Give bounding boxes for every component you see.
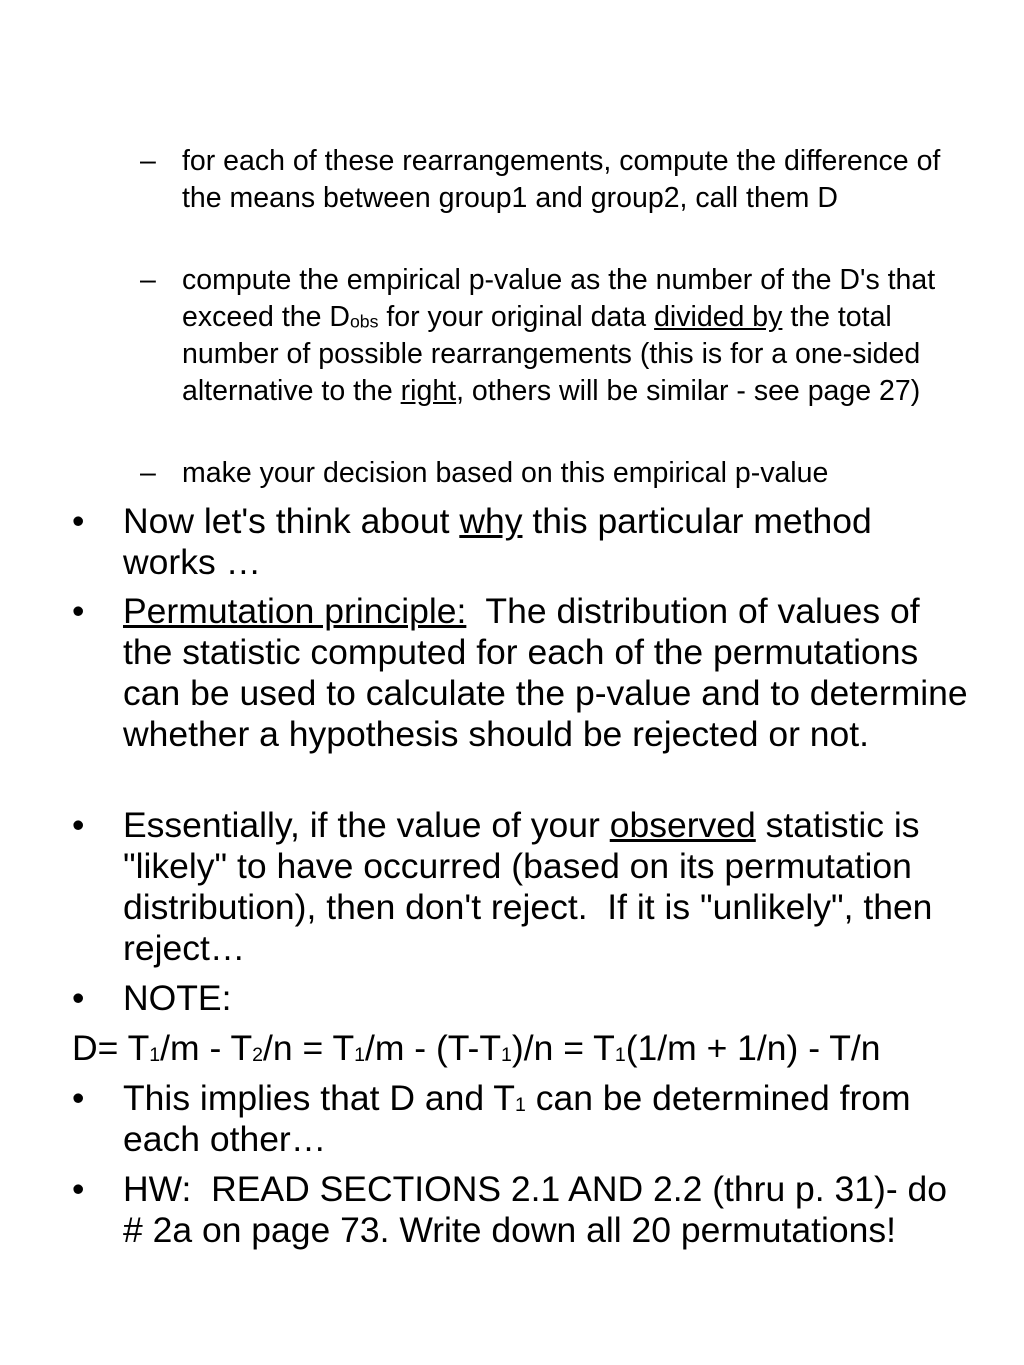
subscript-obs: obs [349,311,379,332]
underlined-permutation-principle: Permutation principle: [123,591,467,631]
equation-segment: /n = T [263,1028,355,1068]
bullet-text [123,501,972,583]
sub-item-text [182,262,970,410]
sub-item-empirical-p-value [140,262,970,410]
text-segment: The distribution of values of the statistic computed for each of the permutations can be used to calculate the p-value and to determine whether a hypothesis should be rejected or not. [123,591,978,754]
underlined-right: right [400,375,457,407]
equation-segment: D= T [72,1028,150,1068]
text-segment: compute the empirical p-value as the number of the D's that exceed the D [182,264,936,333]
sub-item-decision [140,455,970,492]
bullet-note [72,978,972,1019]
underlined-why: why [459,501,523,541]
equation-segment: (1/m + 1/n) - T/n [625,1028,881,1068]
equation-subscript: 1 [501,1043,512,1066]
bullet-essentially [72,805,972,969]
equation-segment: )/n = T [511,1028,615,1068]
bullet-marker: • [72,501,85,541]
sub-item-text: for each of these rearrangements, compute the difference of the means between group1 and group2, call them D [182,145,941,214]
bullet-marker: • [72,1078,85,1118]
text-segment: , others will be similar - see page 27) [456,375,921,407]
text-segment: statistic is "likely" to have occurred (based on its permutation distribution), then don't reject. If it is "unlikely", then reject… [123,805,943,968]
bullet-text: HW: READ SECTIONS 2.1 AND 2.2 (thru p. 31)- do # 2a on page 73. Write down all 20 permutations! [123,1169,957,1250]
bullet-homework [72,1169,972,1251]
bullet-implies [72,1078,972,1160]
underlined-observed: observed [609,805,756,845]
bullet-text [123,805,972,969]
bullet-marker: • [72,591,85,631]
dash-marker: – [140,145,156,177]
bullet-text: NOTE: [123,978,232,1018]
text-segment: the total number of possible rearrangements (this is for a one-sided alternative to the [182,301,921,407]
bullet-text [123,591,978,755]
equation-subscript: 1 [614,1043,626,1066]
bullet-marker: • [72,1169,85,1209]
text-segment: this particular method works … [123,501,872,582]
dash-marker: – [140,264,156,296]
bullet-why-method-works [72,501,972,583]
equation-subscript: 2 [252,1043,264,1066]
text-segment: can be determined from each other… [123,1078,911,1159]
subscript-one: 1 [514,1093,526,1116]
dash-marker: – [140,457,156,489]
underlined-divided-by: divided by [654,301,783,333]
sub-item-compute-differences [140,143,970,217]
text-segment: This implies that D and T [123,1078,515,1118]
text-segment: Essentially, if the value of your [123,805,610,845]
text-segment: Now let's think about [123,501,460,541]
equation-subscript: 1 [149,1043,161,1066]
bullet-marker: • [72,805,85,845]
equation-subscript: 1 [354,1043,365,1066]
equation-d [72,1028,992,1069]
bullet-permutation-principle [72,591,978,755]
equation-segment: /m - T [160,1028,253,1068]
equation-segment: /m - (T-T [365,1028,502,1068]
text-segment: for your original data [378,301,655,333]
sub-item-text: make your decision based on this empirical p-value [182,457,829,489]
bullet-marker: • [72,978,85,1018]
bullet-text [123,1078,972,1160]
